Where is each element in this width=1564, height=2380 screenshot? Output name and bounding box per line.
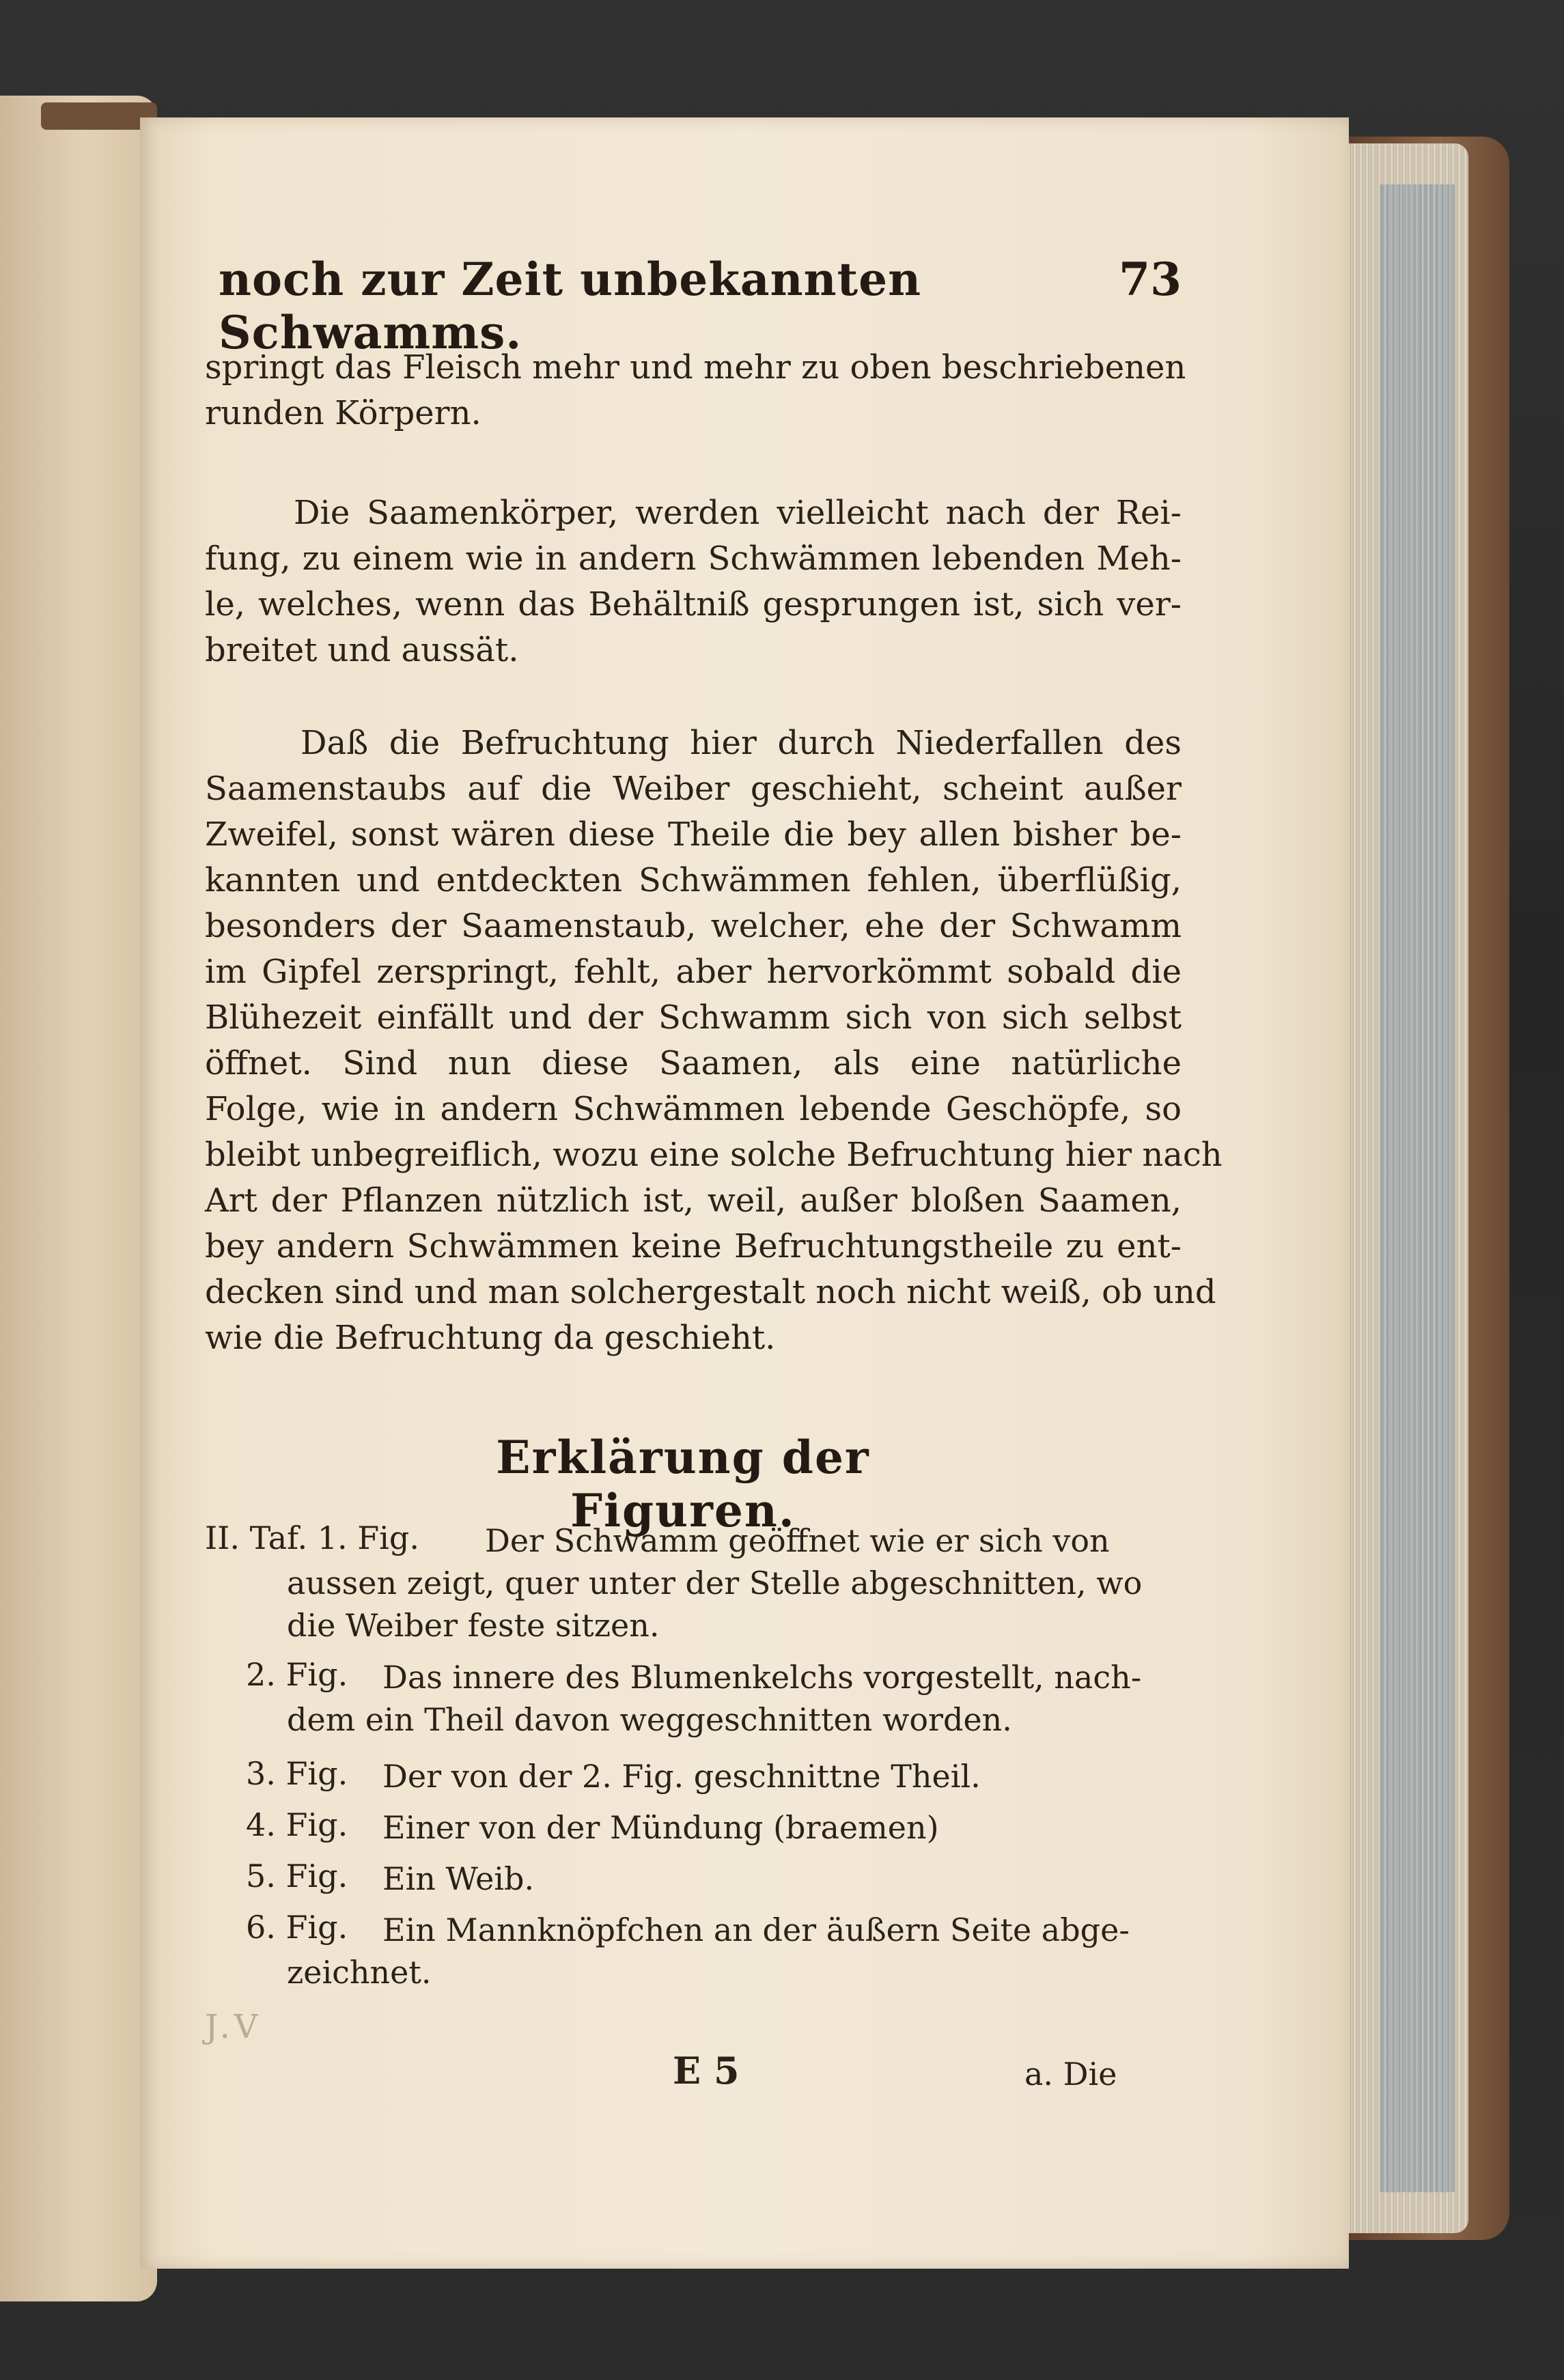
text-line: Blühezeit einfällt und der Schwamm sich von sich selbst <box>205 998 1182 1037</box>
figure-description <box>485 1520 1182 1562</box>
figure-label: 3. Fig. <box>246 1755 348 1792</box>
figure-line: Ein Weib. <box>382 1860 535 1897</box>
running-header <box>219 253 1182 359</box>
text-line: im Gipfel zerspringt, fehlt, aber hervorkömmt sobald die <box>205 953 1182 991</box>
paragraph-3 <box>205 720 1223 1361</box>
left-page <box>0 96 157 2301</box>
figure-label: II. Taf. 1. Fig. <box>205 1520 419 1556</box>
text-line: decken sind und man solchergestalt noch nicht weiß, ob und <box>205 1273 1216 1311</box>
page-number: 73 <box>1119 253 1182 306</box>
figure-line: Das innere des Blumenkelchs vorgestellt, nach- <box>382 1659 1142 1696</box>
figure-line: Einer von der Mündung (braemen) <box>382 1809 939 1846</box>
figure-description <box>382 1909 1188 1951</box>
figure-description <box>382 1656 1188 1698</box>
figure-line: aussen zeigt, quer unter der Stelle abgeschnitten, wo <box>287 1565 1143 1601</box>
figure-description <box>287 1951 1175 1993</box>
header-title: noch zur Zeit unbekannten Schwamms. <box>219 253 922 359</box>
figure-label: 2. Fig. <box>246 1656 348 1693</box>
figure-line: Der von der 2. Fig. geschnittne Theil. <box>382 1758 981 1795</box>
page-edges <box>1339 143 1468 2233</box>
figure-label: 4. Fig. <box>246 1806 348 1843</box>
figure-line: zeichnet. <box>287 1954 432 1991</box>
text-line: runden Körpern. <box>205 394 481 432</box>
text-line: kannten und entdeckten Schwämmen fehlen, überflüßig, <box>205 861 1182 899</box>
text-line: breitet und aussät. <box>205 631 519 669</box>
text-line: öffnet. Sind nun diese Saamen, als eine natürliche <box>205 1044 1182 1082</box>
text-line: Folge, wie in andern Schwämmen lebende Geschöpfe, so <box>205 1090 1182 1128</box>
figure-line: die Weiber feste sitzen. <box>287 1607 660 1644</box>
figure-label: 6. Fig. <box>246 1909 348 1946</box>
paragraph-1 <box>205 345 1186 436</box>
text-line: besonders der Saamenstaub, welcher, ehe der Schwamm <box>205 907 1182 945</box>
figure-description <box>382 1858 1188 1900</box>
text-line: Zweifel, sonst wären diese Theile die bey allen bisher be- <box>205 815 1182 854</box>
text-line: wie die Befruchtung da geschieht. <box>205 1319 776 1357</box>
marginal-mark: J.V <box>205 2008 262 2046</box>
figure-description <box>382 1806 1188 1849</box>
text-line: Art der Pflanzen nützlich ist, weil, außer bloßen Saamen, <box>205 1181 1182 1220</box>
catchword: a. Die <box>1024 2056 1117 2092</box>
figure-line: dem ein Theil davon weggeschnitten worden. <box>287 1701 1012 1738</box>
text-line: bey andern Schwämmen keine Befruchtungstheile zu ent- <box>205 1227 1182 1265</box>
figure-label: 5. Fig. <box>246 1858 348 1894</box>
figure-description <box>287 1562 1175 1647</box>
text-line: Saamenstaubs auf die Weiber geschieht, scheint außer <box>205 770 1182 808</box>
figure-description <box>382 1755 1188 1797</box>
figure-line: Ein Mannknöpfchen an der äußern Seite abge- <box>382 1912 1130 1948</box>
text-line: le, welches, wenn das Behältniß gesprungen ist, sich ver- <box>205 585 1182 624</box>
signature-mark: E 5 <box>673 2049 740 2092</box>
text-line: Daß die Befruchtung hier durch Niederfallen des <box>301 724 1182 762</box>
figure-description <box>287 1698 1175 1741</box>
text-line: springt das Fleisch mehr und mehr zu oben beschriebenen <box>205 348 1186 387</box>
text-line: bleibt unbegreiflich, wozu eine solche Befruchtung hier nach <box>205 1136 1223 1174</box>
text-line: fung, zu einem wie in andern Schwämmen lebenden Meh- <box>205 540 1182 578</box>
paragraph-2 <box>205 490 1182 673</box>
text-line: Die Saamenkörper, werden vielleicht nach der Rei- <box>294 494 1182 532</box>
section-title: Erklärung der Figuren. <box>496 1431 870 1537</box>
figure-line: Der Schwamm geöffnet wie er sich von <box>485 1522 1110 1559</box>
